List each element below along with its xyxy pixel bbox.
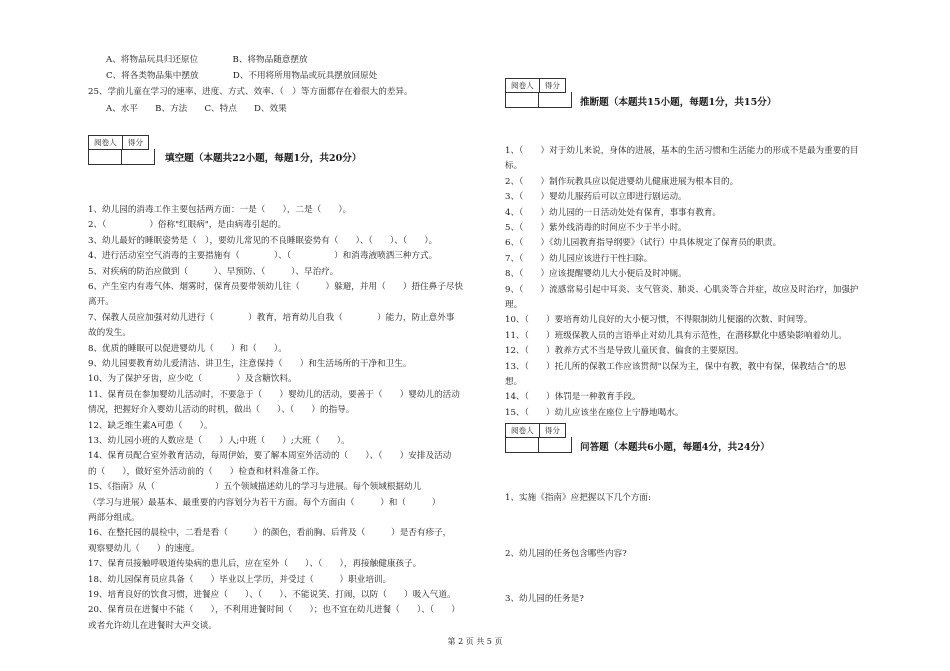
- score-box-score-label: 得分: [539, 424, 565, 437]
- question-line: 17、保育员接触呼吸道传染病的患儿后，应在室外（ ）、（ ），再接触健康孩子。: [88, 559, 422, 570]
- question-line: 12、（ ）教养方式不当是导致儿童厌食、偏食的主要原因。: [505, 346, 744, 357]
- question-line: 8、（ ）应该提醒婴幼儿大小便后及时冲厕。: [505, 269, 687, 280]
- qa-question-3: 3、幼儿园的任务是?: [505, 594, 584, 604]
- question-line: 4、进行活动室空气消毒的主要措施有（ ）、（ ）和消毒液喷洒三种方式。: [88, 251, 438, 262]
- question-line: （学习与进展）最基本、最重要的内容划分为若干方面。每个方面由（ ）和（ ）: [88, 497, 441, 508]
- qa-question-1: 1、实施《指南》应把握以下几个方面:: [505, 493, 651, 503]
- question-line: 9、幼儿园要教育幼儿爱清洁、讲卫生，注意保持（ ）和生活场所的干净和卫生。: [88, 359, 412, 369]
- question-line: 7、保教人员应加强对幼儿进行（ ）教育，培育幼儿自我（ ）能力，防止意外事: [88, 312, 455, 323]
- question-line: 10、为了保护牙齿，应少吃（ ）及含糖饮料。: [88, 374, 297, 385]
- question-line: 13、幼儿园小班的人数应是（ ）人;中班（ ）;大班（ ）。: [88, 436, 350, 446]
- question-line: 观察婴幼儿（ ）的速度。: [88, 543, 200, 554]
- question-line: 14、保育员配合室外教育活动，每周伊始，要了解本周室外活动的（ ）、（ ）安排及活动: [88, 451, 452, 462]
- question-line: 12、缺乏维生素A可患（ ）。: [88, 420, 213, 431]
- question-line: 1、幼儿园的消毒工作主要包括两方面：一是（ ），二是（ ）。: [88, 205, 352, 215]
- score-box-score-label: 得分: [122, 136, 148, 149]
- qa-question-2: 2、幼儿园的任务包含哪些内容?: [505, 549, 627, 559]
- question-line: 15、《指南》从（ ）五个领域描述幼儿的学习与进展。每个领域根据幼儿: [88, 482, 422, 493]
- score-box-reviewer-label: 阅卷人: [511, 81, 534, 90]
- question-line: 1、（ ）对于幼儿来说，身体的进展，基本的生活习惯和生活能力的形成不是最为重要的目: [505, 146, 859, 156]
- section-title-fill-in: 填空题（本题共22小题，每题1分，共20分）: [165, 153, 362, 164]
- score-box-judgement: [505, 78, 566, 93]
- section-title-qa: 问答题（本题共6小题，每题4分，共24分）: [580, 442, 770, 453]
- score-box-reviewer-label: 阅卷人: [511, 426, 534, 435]
- option-line: A、将物品玩具归还原位 B、将物品随意摆放: [106, 55, 308, 65]
- question-line: 4、（ ）幼儿园的一日活动处处有保育，事事有教育。: [505, 207, 722, 218]
- question-line: 标。: [505, 161, 523, 172]
- question-line: 的（ ），做好室外活动前的（ ）检查和材料准备工作。: [88, 466, 325, 477]
- question-line: 3、幼儿最好的睡眠姿势是（ ），要幼儿常见的不良睡眠姿势有（ ）、（ ）、（ ）。: [88, 235, 438, 246]
- option-line: A、水平 B、方法 C、特点 D、效果: [106, 103, 287, 114]
- question-line: 11、保育员在参加婴幼儿活动时，不要急于（ ）婴幼儿的活动，要善于（ ）婴幼儿的活动: [88, 389, 460, 400]
- question-line: 6、产生室内有毒气体、烟雾时，保育员要带领幼儿往（ ）躲避，并用（ ）捂住鼻子尽快: [88, 282, 464, 292]
- score-box-reviewer-label: 阅卷人: [94, 138, 117, 147]
- question-line: 或者允许幼儿在进餐时大声交谈。: [88, 620, 217, 631]
- score-box-fill-in: [88, 135, 149, 150]
- question-line: 情况，把握好介入婴幼儿活动的时机，做出（ ）、（ ）的指导。: [88, 405, 355, 416]
- question-line: 11、（ ）班级保教人员的言语举止对幼儿具有示范性，在潜移默化中感染影响着幼儿。: [505, 330, 847, 341]
- question-line: 5、（ ）紫外线消毒的时间应不少于半小时。: [505, 223, 687, 233]
- question-line: 19、培育良好的饮食习惯，进餐应（ ）、（ ）、不能说笑、打闹，以防（ ）吸入气道。: [88, 590, 456, 600]
- question-line: 6、（ ）《幼儿园教育指导纲要》（试行）中具体规定了保育员的职责。: [505, 238, 782, 249]
- question-line: 理。: [505, 300, 523, 310]
- question-line: 故的发生。: [88, 328, 131, 339]
- question-line: 10、（ ）要培育幼儿良好的大小便习惯，不得限制幼儿便溺的次数、时间等。: [505, 315, 813, 326]
- question-line: 2、（ ）制作玩教具应以促进婴幼儿健康进展为根本目的。: [505, 176, 739, 187]
- question-line: 2、（ ）俗称"红眼病"，是由病毒引起的。: [88, 220, 287, 231]
- question-line: 两部分组成。: [88, 513, 140, 523]
- question-line: 13、（ ）托儿所的保教工作应该贯彻"以保为主，保中有教，教中有保，保教结合"的思: [505, 361, 847, 372]
- score-box-score-label: 得分: [539, 79, 565, 92]
- option-line: 25、学前儿童在学习的速率、进度、方式、效率、（ ）等方面都存在着很大的差异。: [88, 87, 413, 98]
- page-footer: 第 2 页 共 5 页: [447, 637, 503, 646]
- section-title-judgement: 推断题（本题共15小题，每题1分，共15分）: [580, 97, 777, 108]
- question-line: 8、优质的睡眠可以促进婴幼儿（ ）和（ ）。: [88, 343, 287, 354]
- option-line: C、将各类物品集中摆放 D、不用将所用物品或玩具摆放回原处: [106, 71, 378, 82]
- question-line: 18、幼儿园保育员应具备（ ）毕业以上学历，并受过（ ）职业培训。: [88, 574, 392, 585]
- score-box-qa: [505, 423, 566, 438]
- question-line: 5、对疾病的防治应做到（ ）、早预防、（ ）、早治疗。: [88, 266, 339, 277]
- question-line: 20、保育员在进餐中不能（ ），不利用进餐时间（ ）；也不宜在幼儿进餐（ ）、（ ）: [88, 605, 460, 616]
- question-line: 16、在整托园的晨检中，二看是看（ ）的颜色，看前胸、后背及（ ）是否有疹子，: [88, 528, 452, 539]
- question-line: 15、（ ）幼儿应该坐在座位上宁静地喝水。: [505, 407, 684, 418]
- question-line: 9、（ ）流感常易引起中耳炎、支气管炎、肺炎、心肌炎等合并症，故应及时治疗，加强护: [505, 284, 859, 295]
- question-line: 14、（ ）体罚是一种教育手段。: [505, 392, 641, 403]
- question-line: 7、（ ）幼儿园应该进行干性扫除。: [505, 253, 653, 264]
- question-line: 想。: [505, 377, 523, 387]
- question-line: 3、（ ）婴幼儿服药后可以立即进行剧运动。: [505, 192, 687, 203]
- question-line: 离开。: [88, 297, 114, 308]
